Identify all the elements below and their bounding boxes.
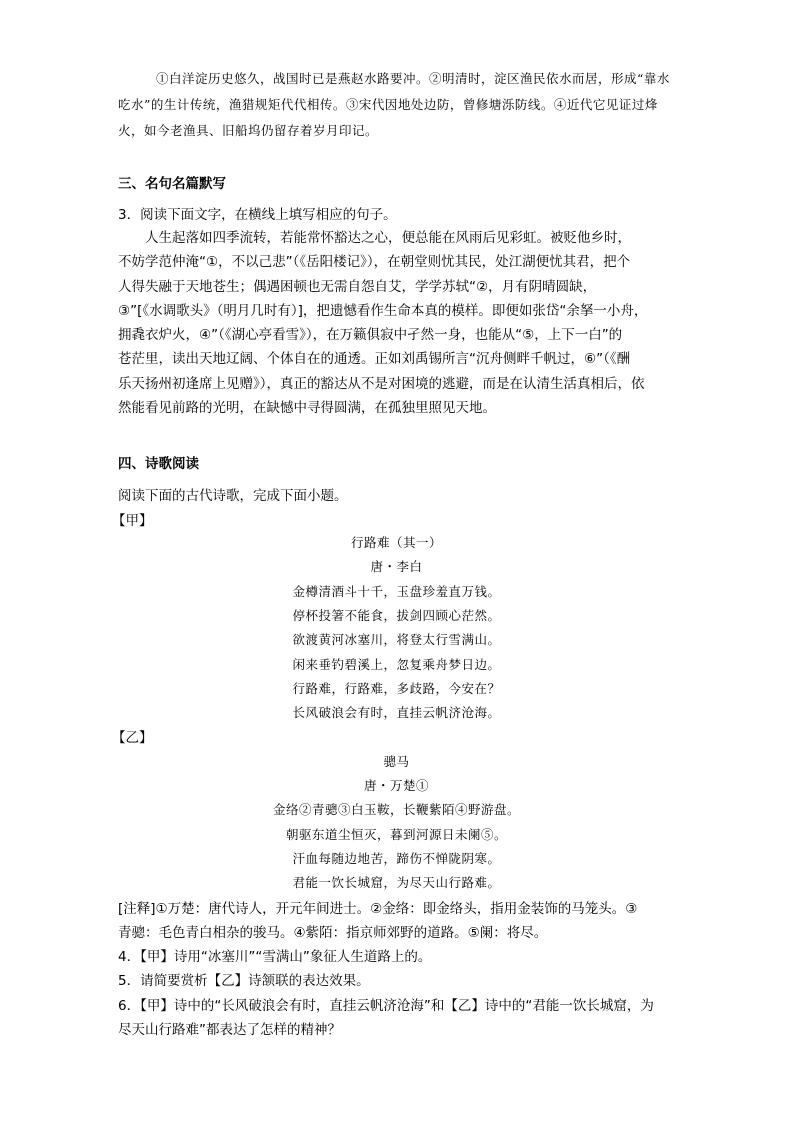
question-3-passage xyxy=(118,226,678,420)
section-four-instruction: 阅读下面的古代诗歌，完成下面小题。 xyxy=(118,488,348,504)
intro-paragraph: ①白洋淀历史悠久，战国时已是燕赵水路要冲。②明清时，淀区渔民依水而居，形成“靠水吃水”的生计传统，渔猎规矩代代相传。③宋代因地处边防，曾修塘泺防线。④近代它见证过烽火，如今老渔具、旧船坞仍留存着岁月印记。 xyxy=(118,71,670,138)
poem-a-line: 长风破浪会有时，直挂云帆济沧海。 xyxy=(292,705,501,720)
notes-line: 青骢：毛色青白相杂的骏马。④紫陌：指京师郊野的道路。⑤阑：将尽。 xyxy=(118,925,548,941)
question-3-prompt: 3．阅读下面文字，在横线上填写相应的句子。 xyxy=(118,207,397,223)
poem-a-line: 闲来垂钓碧溪上，忽复乘舟梦日边。 xyxy=(292,657,501,672)
section-four-title: 四、诗歌阅读 xyxy=(118,456,199,472)
poem-b-title: 骢马 xyxy=(383,754,410,769)
poem-b-line: 金络②青骢③白玉鞍，长鞭紫陌④野游盘。 xyxy=(272,802,520,817)
poem-a-title: 行路难（其一） xyxy=(350,535,442,550)
poem-a-tag: 【甲】 xyxy=(112,513,153,529)
passage-line: 拥毳衣炉火，④”（《湖心亭看雪》），在万籁俱寂中孑然一身，也能从“⑤，上下一白”的 xyxy=(118,327,623,344)
passage-line: 人得失融于天地苍生；偶遇困顿也无需自怨自艾，学学苏轼“②，月有阴晴圆缺， xyxy=(118,278,597,295)
poem-b-tag: 【乙】 xyxy=(112,730,153,746)
notes-line: [注释]①万楚：唐代诗人，开元年间进士。②金络：即金络头，指用金装饰的马笼头。③ xyxy=(118,901,638,917)
question-4: 4．【甲】诗用“冰塞川”“雪满山”象征人生道路上的。 xyxy=(118,949,432,965)
poem-b-author: 唐・万楚① xyxy=(363,778,429,793)
poem-a-line: 金樽清酒斗十千，玉盘珍羞直万钱。 xyxy=(292,584,501,599)
poem-b-line: 君能一饮长城窟，为尽天山行路难。 xyxy=(292,875,501,890)
poem-a-line: 停杯投箸不能食，拔剑四顾心茫然。 xyxy=(292,608,501,623)
passage-line: 乐天扬州初逢席上见赠》），真正的豁达从不是对困境的逃避，而是在认清生活真相后，依 xyxy=(118,375,645,392)
poem-b-line: 汗血每随边地苦，蹄伤不惮陇阴寒。 xyxy=(292,851,501,866)
poem-b-line: 朝驱东道尘恒灭，暮到河源日未阑⑤。 xyxy=(285,827,507,842)
poem-a-line: 行路难，行路难，多歧路，今安在？ xyxy=(292,681,501,696)
section-three-title: 三、名句名篇默写 xyxy=(118,176,226,192)
question-6-continued: 尽天山行路难”都表达了怎样的精神？ xyxy=(118,1022,341,1038)
poem-a-line: 欲渡黄河冰塞川，将登太行雪满山。 xyxy=(292,632,501,647)
passage-line: 然能看见前路的光明，在缺憾中寻得圆满，在孤独里照见天地。 xyxy=(118,400,496,417)
passage-line: 苍茫里，读出天地辽阔、个体自在的通透。正如刘禹锡所言“沉舟侧畔千帆过，⑥”（《酬 xyxy=(118,351,631,368)
passage-line: ③”[《水调歌头》（明月几时有）]，把遗憾看作生命本真的模样。即便如张岱“余拏一小舟， xyxy=(118,302,648,319)
question-6: 6．【甲】诗中的“长风破浪会有时，直挂云帆济沧海”和【乙】诗中的“君能一饮长城窟，为 xyxy=(118,998,654,1014)
passage-line: 人生起落如四季流转，若能常怀豁达之心，便总能在风雨后见彩虹。被贬他乡时， xyxy=(145,230,631,246)
poem-a-author: 唐・李白 xyxy=(370,559,423,574)
question-5: 5．请简要赏析【乙】诗颔联的表达效果。 xyxy=(118,973,370,989)
passage-line: 不妨学范仲淹“①，不以己悲”（《岳阳楼记》），在朝堂则忧其民，处江湖便忧其君，把个 xyxy=(118,254,631,271)
